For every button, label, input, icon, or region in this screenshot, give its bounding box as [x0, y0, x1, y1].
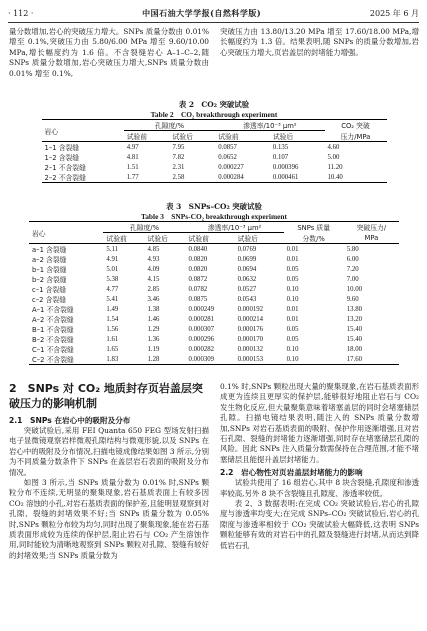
- table-cell: 2.31: [172, 163, 185, 171]
- table-cell: 0.05: [286, 335, 299, 343]
- table-cell: 0.0543: [237, 295, 257, 303]
- top-right-paragraph: 突破压力由 13.80/13.20 MPa 增至 17.60/18.00 MPa,增长幅度约为 1.3 倍。结果表明,随 SNPs 的质量分数增加,岩心突破压力增大,页岩盖层的封堵能力增强。: [220, 27, 419, 57]
- table-cell: 3.46: [147, 295, 160, 303]
- table-row: [29, 244, 399, 255]
- table-cell: 0.000281: [188, 315, 215, 323]
- table-cell: c–1 含裂缝: [32, 286, 67, 294]
- table-cell: 4.81: [126, 153, 139, 161]
- table-cell: 15.40: [346, 325, 363, 333]
- table-cell: 0.0632: [237, 275, 257, 283]
- table-cell: 6.00: [346, 255, 359, 263]
- table3-title-en: Table 3 SNPs-CO₂ breakthrough experiment: [140, 211, 287, 221]
- table2-block: [9, 100, 419, 183]
- table2-header-co2-line1: CO₂ 突破: [325, 120, 387, 131]
- table-cell: 0.000227: [218, 163, 244, 171]
- table3-header-before: 试验前: [106, 235, 127, 243]
- table-cell: 0.01: [286, 305, 299, 313]
- top-left-column: [9, 27, 209, 79]
- table3-header-pressure-line2: MPa: [364, 233, 379, 242]
- table-cell: 0.0694: [237, 265, 257, 273]
- table-cell: 0.0875: [188, 295, 208, 303]
- table-cell: 4.15: [147, 275, 160, 283]
- table-cell: 4.85: [144, 244, 185, 255]
- table-cell: 4.77: [106, 285, 119, 293]
- table-cell: C–2 不含裂缝: [29, 354, 103, 365]
- table-row: [29, 304, 399, 314]
- table3-header-porosity: 孔隙度/%: [103, 222, 185, 233]
- table-cell: 9.60: [346, 295, 359, 303]
- table2-header-perm: 渗透率/10⁻³ μm²: [215, 120, 324, 131]
- subsection-2-2-title: 2.2 岩心物性对页岩盖层封堵能力的影响: [220, 468, 363, 478]
- table-cell: 0.135: [270, 142, 325, 153]
- table3-header-after: 试验后: [237, 235, 258, 243]
- table-cell: 0.0857: [215, 142, 270, 153]
- table-cell: 0.0820: [188, 265, 208, 273]
- table-row: [29, 344, 399, 354]
- table-cell: 5.38: [106, 275, 119, 283]
- table-row: [29, 324, 399, 334]
- body-paragraph: 表 2、3 数据表明:在完成 CO₂ 突破试验后,岩心的孔隙度与渗透率均变大;在完成 SNPs–CO₂ 突破试验后,岩心的孔隙度与渗透率相较于 CO₂ 突破试验大幅降低,这表明 SNPs 颗粒能够有效的对岩石中的孔隙及裂缝进行封堵,从而达到降低岩石孔: [220, 499, 419, 550]
- table-cell: 5.41: [106, 295, 119, 303]
- table-cell: 5.00: [327, 153, 340, 161]
- table-cell: 10.00: [346, 285, 363, 293]
- table3-header-after: 试验后: [147, 235, 168, 243]
- table-row: [42, 142, 387, 153]
- table-cell: 2–2 不含裂缝: [42, 172, 124, 183]
- table-cell: 0.05: [286, 265, 299, 273]
- table3-header-before: 试验前: [188, 235, 209, 243]
- table-cell: 0.0652: [218, 153, 237, 161]
- table-cell: 1–2 含裂缝: [44, 154, 80, 162]
- table-cell: 0.05: [286, 325, 299, 333]
- table-cell: 0.000249: [188, 305, 215, 313]
- table-cell: 0.000296: [188, 335, 215, 343]
- table-cell: 2.58: [169, 172, 215, 183]
- table-cell: 1.54: [106, 315, 119, 323]
- table-cell: c–2 含裂缝: [32, 296, 67, 304]
- table-cell: B–1 不含裂缝: [32, 326, 74, 334]
- table-cell: 4.97: [124, 142, 170, 153]
- table-cell: 0.000153: [235, 354, 284, 365]
- table-cell: 4.09: [147, 265, 160, 273]
- table-cell: 0.10: [286, 345, 299, 353]
- table2-header-porosity: 孔隙度/%: [124, 120, 216, 131]
- table-cell: 4.91: [106, 255, 119, 263]
- table-cell: 1.51: [126, 163, 139, 171]
- table-cell: B–2 不含裂缝: [32, 336, 74, 344]
- section2-right-column: [220, 382, 419, 551]
- table-cell: 1.61: [106, 335, 119, 343]
- table2-header-before: 试验前: [218, 133, 239, 141]
- table3-title-zh: 表 3 SNPs–CO₂ 突破试验: [166, 202, 262, 211]
- table-row: [42, 172, 387, 183]
- table-cell: 0.0782: [188, 285, 208, 293]
- table-cell: 0.000309: [186, 354, 235, 365]
- body-paragraph: 0.1% 时,SNPs 颗粒出现大量的聚集现象,在岩石基质表面形成更为连续且更厚实的保护层,能够很好地阻止岩石与 CO₂ 发生物化反应,但大量聚集意味着堵塞盖层的同时会堵塞储层孔隙。扫描电镜结果表明,随注入的 SNPs 质量分数增加,SNPs 对岩石基质表面的吸附、保护作用逐渐增强,且对岩石孔隙、裂缝的封堵能力逐渐增强,同时存在堵塞储层孔隙的风险。因此 SNPs 注入质量分数需保持在合理范围,才能不堵塞储层且能提升盖层封堵能力。: [220, 382, 419, 464]
- table-cell: 0.10: [284, 354, 344, 365]
- table-cell: 2–1 不含裂缝: [44, 164, 86, 172]
- table-cell: 0.01: [286, 315, 299, 323]
- top-left-paragraph: 量分数增加,岩心的突破压力增大。SNPs 质量分数由 0.01% 增至 0.1%,突破压力由 5.80/6.00 MPa 增至 9.60/10.00 MPa,增长幅度约为 1.6 倍。不含裂缝岩心 A–1–C–2,随 SNPs 质量分数增加,岩心突破压力增大,SNPs 质量分数由 0.01% 增至 0.1%,: [9, 27, 209, 78]
- table-row: [29, 334, 399, 344]
- running-header: [8, 6, 419, 20]
- table-cell: 4.60: [325, 142, 387, 153]
- table-cell: 0.0769: [235, 244, 284, 255]
- table-cell: b–2 含裂缝: [32, 276, 67, 284]
- table2-header-core: 岩心: [42, 120, 124, 142]
- table-cell: 0.05: [286, 275, 299, 283]
- table-cell: 1.19: [147, 345, 160, 353]
- table-cell: 1–1 含裂缝: [42, 142, 124, 153]
- table-row: [29, 354, 399, 365]
- section2-title-line2: 破压力的影响机制: [9, 396, 97, 410]
- table3-header-snps-line2: 分数/%: [302, 234, 325, 243]
- table-cell: 0.0840: [186, 244, 235, 255]
- table-cell: 0.0699: [237, 255, 257, 263]
- table-cell: 4.93: [147, 255, 160, 263]
- table-cell: 1.29: [147, 325, 160, 333]
- table-cell: 7.95: [169, 142, 215, 153]
- table-cell: 1.46: [147, 315, 160, 323]
- table-cell: 0.0872: [188, 275, 208, 283]
- table2-title-en: Table 2 CO₂ breakthrough experiment: [150, 109, 278, 119]
- table-cell: C–1 不含裂缝: [32, 346, 74, 354]
- table-cell: 0.000461: [270, 172, 325, 183]
- table-cell: 1.65: [106, 345, 119, 353]
- table-cell: 0.000192: [237, 305, 264, 313]
- table-cell: 0.10: [286, 295, 299, 303]
- table-cell: 1.28: [144, 354, 185, 365]
- table-cell: 1.38: [147, 305, 160, 313]
- table2-header-before: 试验前: [126, 133, 148, 141]
- table-cell: A–2 不含裂缝: [32, 316, 74, 324]
- issue-date: 2025 年 6 月: [369, 8, 419, 18]
- table-cell: 0.01: [284, 244, 344, 255]
- header-rule: [8, 22, 419, 23]
- journal-name: 中国石油大学学报(自然科学版): [142, 7, 262, 18]
- table-cell: a–1 含裂缝: [29, 244, 103, 255]
- table-cell: 0.0820: [188, 255, 208, 263]
- table3-block: [9, 202, 419, 365]
- subsection-2-1-title: 2.1 SNPs 在岩心中的吸附及分布: [9, 416, 131, 425]
- table-cell: 5.01: [106, 265, 119, 273]
- table2: [42, 119, 387, 183]
- table-cell: 18.00: [346, 345, 363, 353]
- table-row: [29, 284, 399, 294]
- table2-header-co2-line2: 压力/MPa: [340, 132, 371, 141]
- table-row: [29, 264, 399, 274]
- table-row: [29, 254, 399, 264]
- page-number: · 112 ·: [8, 8, 34, 18]
- table-cell: a–2 含裂缝: [32, 256, 67, 264]
- table-cell: 13.80: [346, 305, 363, 313]
- table-row: [29, 314, 399, 324]
- table-cell: 0.000214: [237, 315, 264, 323]
- top-right-column: [220, 27, 419, 58]
- table-cell: 0.01: [286, 255, 299, 263]
- table-row: [29, 294, 399, 304]
- table3-header-snps-line1: SNPs 质量: [284, 222, 344, 233]
- table-cell: 0.000307: [188, 325, 215, 333]
- table-cell: 15.40: [346, 335, 363, 343]
- table-row: [29, 274, 399, 284]
- table3-header-core: 岩心: [29, 222, 103, 244]
- table-cell: 10.40: [325, 172, 387, 183]
- table3: [29, 221, 399, 365]
- body-paragraph: 突破试验后,采用 FEI Quanta 650 FEG 型场发射扫描电子显微镜观察岩样微观孔隙结构与微观形貌,以及 SNPs 在岩心中的吸附及分布情况,扫描电镜成像结果如图 3 所示,分别为不同质量分数条件下 SNPs 在盖层岩石表面的吸附及分布情况。: [9, 426, 209, 477]
- table-cell: 0.107: [272, 153, 289, 161]
- table-cell: 5.11: [103, 244, 144, 255]
- table-cell: 13.20: [346, 315, 363, 323]
- section2-left-column: [9, 382, 209, 561]
- table-cell: 7.20: [346, 265, 359, 273]
- body-paragraph: 试验共使用了 16 组岩心,其中 8 块含裂缝,孔隙度和渗透率较高,另外 8 块不含裂缝且孔隙度、渗透率较低。: [220, 478, 419, 498]
- table-row: [42, 162, 387, 172]
- table3-header-pressure-line1: 突破压力/: [344, 222, 399, 233]
- table3-header-perm: 渗透率/10⁻³ μm²: [186, 222, 284, 233]
- table-cell: 0.000170: [237, 335, 264, 343]
- table-cell: 0.000176: [237, 325, 264, 333]
- table-cell: 0.10: [286, 285, 299, 293]
- table2-title-zh: 表 2 CO₂ 突破试验: [178, 100, 250, 109]
- section2-title-line1: 2 SNPs 对 CO₂ 地质封存页岩盖层突: [9, 382, 203, 395]
- table-cell: 0.0527: [237, 285, 257, 293]
- table-cell: A–1 不含裂缝: [32, 306, 74, 314]
- table-cell: 11.20: [327, 163, 343, 171]
- table-cell: 0.000284: [215, 172, 270, 183]
- table-cell: 5.80: [344, 244, 399, 255]
- table-cell: 2.85: [147, 285, 160, 293]
- table-cell: 7.00: [346, 275, 359, 283]
- table-cell: 1.36: [147, 335, 160, 343]
- table-cell: 7.82: [172, 153, 185, 161]
- table-cell: 17.60: [344, 354, 399, 365]
- table-cell: 1.83: [103, 354, 144, 365]
- table-cell: 1.49: [106, 305, 119, 313]
- table-cell: 1.77: [124, 172, 170, 183]
- table2-header-after: 试验后: [172, 133, 193, 141]
- table-cell: 0.000396: [272, 163, 299, 171]
- body-paragraph: 如图 3 所示,当 SNPs 质量分数为 0.01% 时,SNPs 颗粒分布不连续,无明显的聚集现象,岩石基质表面上有较多因 CO₂ 溶蚀的小孔,对岩石基质表面的保护差,且能明显观察到对孔隙、裂缝的封堵效果不好;当 SNPs 质量分数为 0.05% 时,SNPs 颗粒分布较为均匀,同时出现了聚集现象,能在岩石基质表面形成较为连续的保护层,阻止岩石与 CO₂ 产生溶蚀作用,同时能较为清晰地观察到 SNPs 颗粒对孔隙、裂缝有较好的封堵效果;当 SNPs 质量分数为: [9, 478, 209, 560]
- table2-header-after: 试验后: [272, 133, 294, 141]
- table-cell: 0.000132: [237, 345, 264, 353]
- table-row: [42, 152, 387, 162]
- table-cell: 1.56: [106, 325, 119, 333]
- table-cell: 0.000282: [188, 345, 215, 353]
- table-cell: b–1 含裂缝: [32, 266, 67, 274]
